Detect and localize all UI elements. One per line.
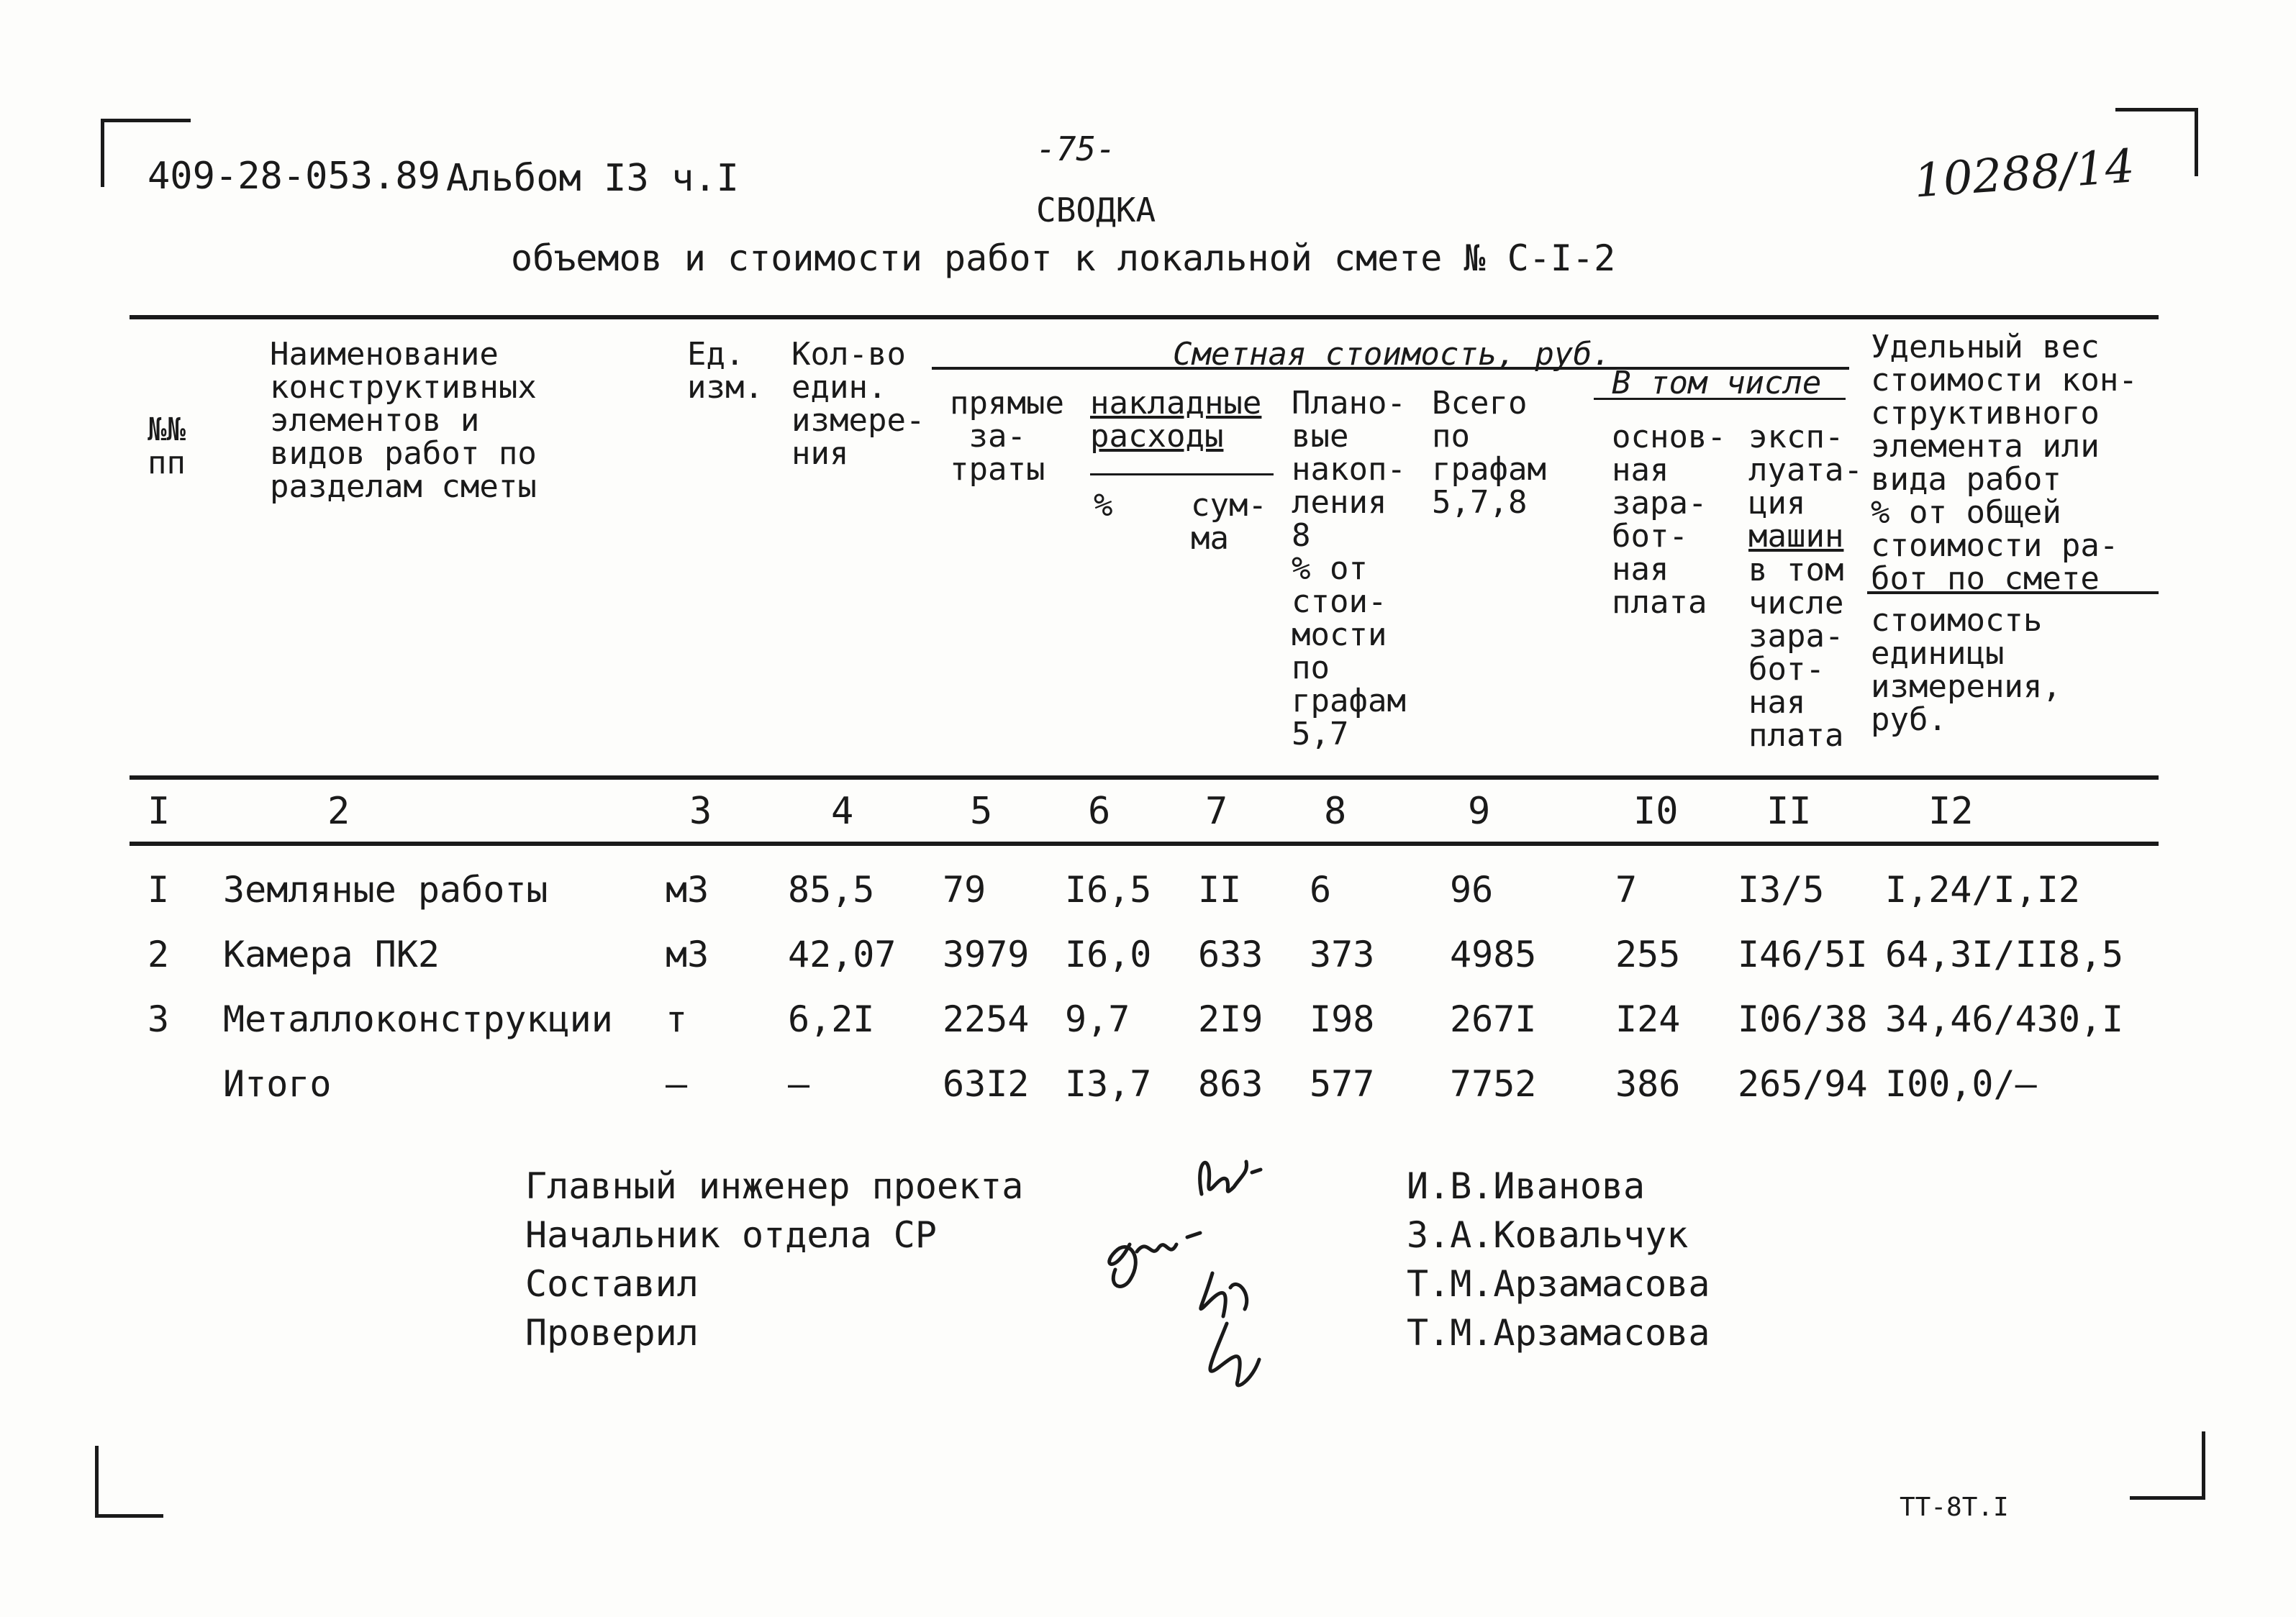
cell-specific-weight: 34,46/430,I: [1885, 998, 2124, 1040]
cell-number: 3: [148, 998, 170, 1040]
cell-planned-savings: 6: [1310, 869, 1332, 911]
cell-overhead-percent: I3,7: [1065, 1063, 1152, 1105]
cell-overhead-percent: I6,5: [1065, 869, 1152, 911]
column-number-base-wages: I0: [1633, 790, 1679, 833]
column-number-machine-operation: II: [1766, 790, 1812, 833]
signature-role: Составил: [525, 1263, 699, 1305]
col-header-machine-operation: эксп- луата- ция: [1748, 419, 1863, 521]
column-number-specific-weight: I2: [1928, 790, 1974, 833]
cell-quantity: 6,2I: [788, 998, 875, 1040]
column-number-quantity: 4: [831, 790, 854, 833]
cell-total: 7752: [1450, 1063, 1537, 1105]
cell-total: 4985: [1450, 934, 1537, 975]
cell-name: Камера ПК2: [223, 934, 440, 975]
cell-name: Металлоконструкции: [223, 998, 613, 1040]
col-header-planned-savings: Плано- вые накоп- ления 8 % от стои- мости по графам 5,7: [1292, 385, 1406, 752]
cell-quantity: 42,07: [788, 934, 897, 975]
col-header-unit-cost: стоимость единицы измерения, руб.: [1871, 602, 2061, 738]
inventory-number: 10288/14: [1912, 140, 2136, 209]
cell-unit: –: [666, 1063, 688, 1105]
column-number-total: 9: [1468, 790, 1491, 833]
album-label: Альбом I3 ч.I: [446, 157, 739, 200]
cell-unit: м3: [666, 869, 709, 911]
signature-name: Т.М.Арзамасова: [1407, 1263, 1710, 1305]
table-top-rule: [130, 315, 2159, 319]
cell-total: 267I: [1450, 998, 1537, 1040]
cell-base-wages: 7: [1615, 869, 1638, 911]
col-header-total: Всего по графам 5,7,8: [1432, 385, 1546, 521]
column-numbers-rule: [130, 842, 2159, 846]
signature-name: Т.М.Арзамасова: [1407, 1312, 1710, 1354]
cell-name: Итого: [223, 1063, 332, 1105]
cell-machine-operation: I3/5: [1738, 869, 1825, 911]
cell-planned-savings: 373: [1310, 934, 1375, 975]
col-header-specific-weight-tail: бот по смете: [1871, 560, 2100, 597]
column-number-name: 2: [327, 790, 350, 833]
cell-base-wages: I24: [1615, 998, 1681, 1040]
signature-role: Начальник отдела СР: [525, 1214, 937, 1256]
cell-number: I: [148, 869, 170, 911]
cell-base-wages: 255: [1615, 934, 1681, 975]
col-header-overhead-percent: %: [1094, 487, 1113, 524]
cell-overhead-sum: II: [1198, 869, 1242, 911]
header-bottom-rule: [130, 775, 2159, 780]
page-subtitle: объемов и стоимости работ к локальной смете № С-I-2: [511, 237, 1616, 279]
cell-machine-operation: I46/5I: [1738, 934, 1868, 975]
cell-planned-savings: 577: [1310, 1063, 1375, 1105]
column-number-number: I: [148, 790, 171, 833]
cell-overhead-sum: 863: [1198, 1063, 1263, 1105]
cell-overhead-sum: 2I9: [1198, 998, 1263, 1040]
cell-machine-operation: 265/94: [1738, 1063, 1868, 1105]
corner-mark-bottom-right: [2130, 1431, 2205, 1500]
cell-base-wages: 386: [1615, 1063, 1681, 1105]
cell-unit: т: [666, 998, 688, 1040]
page-number: -75-: [1036, 129, 1116, 168]
col-header-machine-word: машин: [1748, 518, 1844, 555]
document-code: 409-28-053.89: [148, 155, 440, 198]
cell-overhead-percent: I6,0: [1065, 934, 1152, 975]
col-header-base-wages: основ- ная зара- бот- ная плата: [1612, 419, 1726, 621]
cell-quantity: –: [788, 1063, 810, 1105]
col-header-unit: Ед. изм.: [687, 336, 763, 406]
col-header-number: №№ пп: [148, 411, 186, 481]
cell-machine-operation: I06/38: [1738, 998, 1868, 1040]
cell-quantity: 85,5: [788, 869, 875, 911]
cell-specific-weight: 64,3I/II8,5: [1885, 934, 2124, 975]
overhead-split-rule: [1090, 473, 1274, 475]
cell-direct-costs: 79: [943, 869, 986, 911]
column-number-overhead-percent: 6: [1088, 790, 1111, 833]
cell-unit: м3: [666, 934, 709, 975]
cell-direct-costs: 63I2: [943, 1063, 1030, 1105]
cell-name: Земляные работы: [223, 869, 548, 911]
signature-role: Главный инженер проекта: [525, 1165, 1024, 1207]
cell-total: 96: [1450, 869, 1494, 911]
signature-name: З.А.Ковальчук: [1407, 1214, 1689, 1256]
column-number-overhead-sum: 7: [1205, 790, 1228, 833]
signature-name: И.В.Иванова: [1407, 1165, 1646, 1207]
cell-specific-weight: I,24/I,I2: [1885, 869, 2080, 911]
handwritten-signatures: [1086, 1144, 1374, 1431]
corner-mark-bottom-left: [95, 1446, 163, 1518]
col-header-machine-wages: в том числе зара- бот- ная плата: [1748, 552, 1844, 754]
col-group-overhead: накладные расходы: [1090, 385, 1262, 455]
cell-specific-weight: I00,0/–: [1885, 1063, 2037, 1105]
footer-code: TT-8T.I: [1900, 1493, 2009, 1522]
col-header-direct-costs: прямые за- траты: [950, 385, 1064, 488]
col-header-quantity: Кол-во един. измере- ния: [791, 336, 925, 472]
col-header-name: Наименование конструктивных элементов и видов работ по разделам сметы: [270, 336, 537, 505]
cell-overhead-percent: 9,7: [1065, 998, 1130, 1040]
signature-role: Проверил: [525, 1312, 699, 1354]
col-header-specific-weight: Удельный вес стоимости кон- структивного элемента или вида работ % от общей стоимости ра-: [1871, 329, 2138, 564]
cell-planned-savings: I98: [1310, 998, 1375, 1040]
column-number-unit: 3: [689, 790, 712, 833]
cell-direct-costs: 2254: [943, 998, 1030, 1040]
col-group-including: В том числе: [1612, 365, 1822, 401]
page-title: СВОДКА: [1036, 191, 1156, 229]
column-number-planned-savings: 8: [1324, 790, 1347, 833]
col-header-overhead-sum: сум- ма: [1191, 487, 1267, 557]
col-group-estimated-cost: Сметная стоимость, руб.: [1173, 336, 1612, 373]
column-number-direct-costs: 5: [970, 790, 993, 833]
cell-overhead-sum: 633: [1198, 934, 1263, 975]
cell-number: 2: [148, 934, 170, 975]
cell-direct-costs: 3979: [943, 934, 1030, 975]
